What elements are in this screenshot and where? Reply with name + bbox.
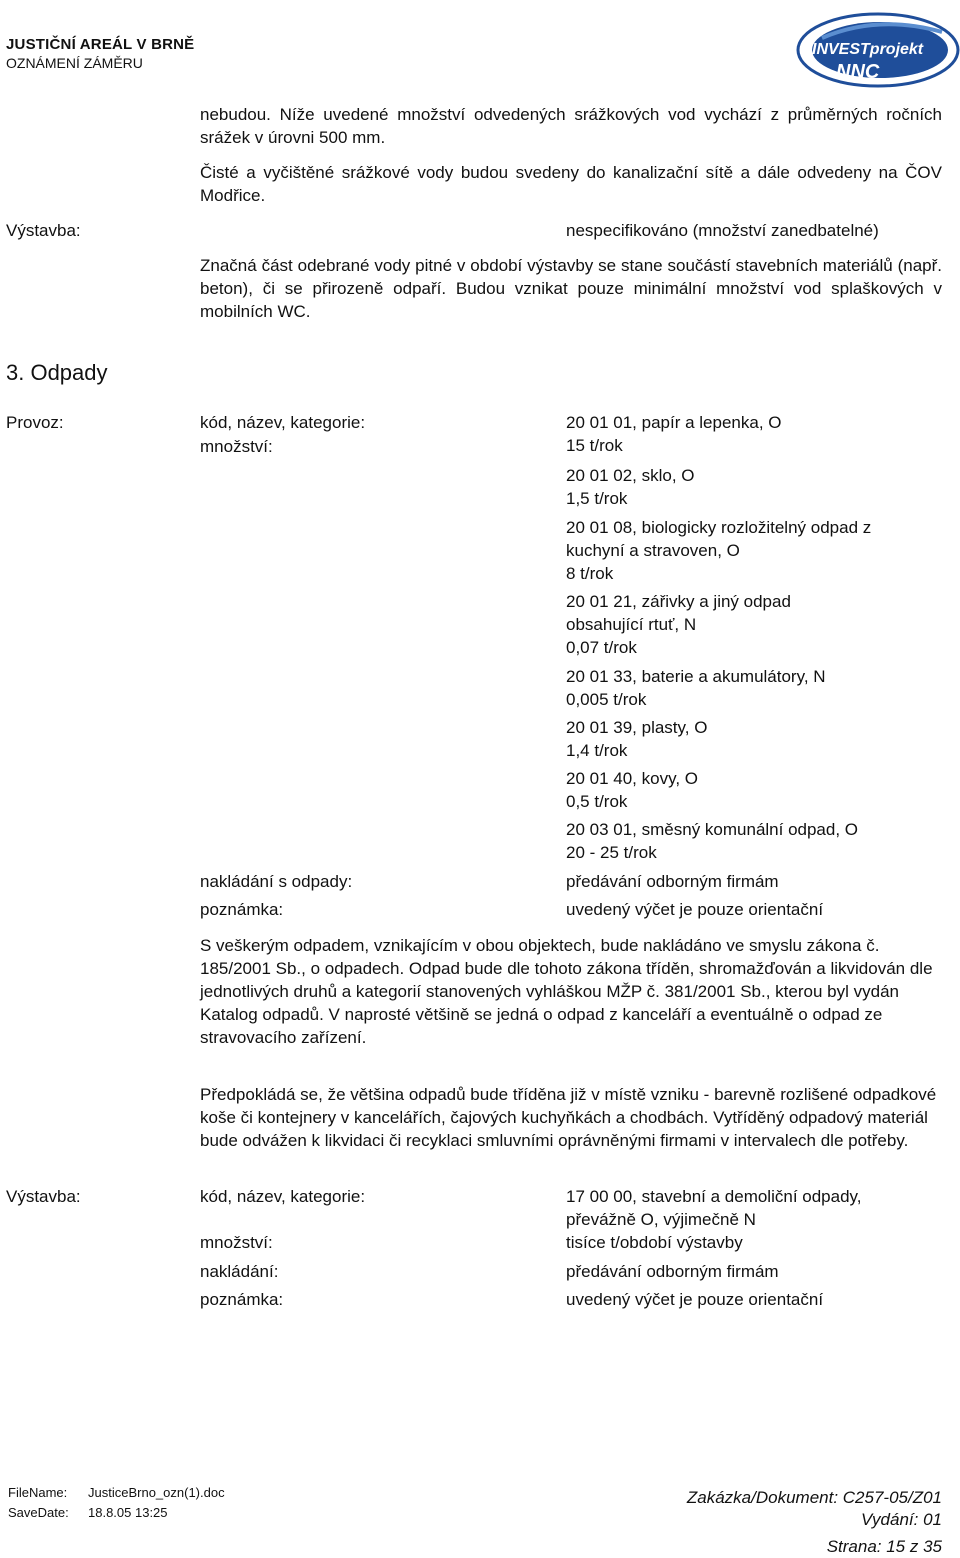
vystavba-label: Výstavba: bbox=[6, 221, 81, 240]
vystavba2-poznamka-value: uvedený výčet je pouze orientační bbox=[566, 1290, 824, 1309]
vystavba2-mnozstvi-label: množství: bbox=[200, 1233, 273, 1252]
waste-item bbox=[566, 767, 946, 813]
footer-zakazka: Zakázka/Dokument: C257-05/Z01 bbox=[686, 1488, 942, 1507]
waste-amount: 0,005 t/rok bbox=[566, 690, 647, 709]
vystavba-value: nespecifikováno (množství zanedbatelné) bbox=[566, 221, 879, 240]
waste-code: 20 01 02, sklo, O bbox=[566, 466, 695, 485]
footer-filename-value: JusticeBrno_ozn(1).doc bbox=[88, 1485, 225, 1500]
waste-amount: 0,5 t/rok bbox=[566, 792, 628, 811]
waste-code: 20 01 39, plasty, O bbox=[566, 718, 708, 737]
vystavba2-label: Výstavba: bbox=[6, 1187, 81, 1206]
waste-amount: 15 t/rok bbox=[566, 436, 623, 455]
waste-code: 20 01 01, papír a lepenka, O bbox=[566, 413, 782, 432]
logo-text-invest: INVESTprojekt bbox=[812, 41, 924, 58]
vystavba2-kod-label: kód, název, kategorie: bbox=[200, 1187, 366, 1206]
paragraph-ciste-vody: Čisté a vyčištěné srážkové vody budou svedeny do kanalizační sítě a dále odvedeny na ČOV Modřice. bbox=[200, 163, 942, 205]
waste-code: 20 01 40, kovy, O bbox=[566, 769, 698, 788]
vystavba2-mnozstvi-value: tisíce t/období výstavby bbox=[566, 1233, 743, 1252]
mnozstvi-label: množství: bbox=[200, 437, 273, 456]
waste-item bbox=[566, 818, 946, 864]
waste-amount: 20 - 25 t/rok bbox=[566, 843, 657, 862]
poznamka-value: uvedený výčet je pouze orientační bbox=[566, 900, 824, 919]
paragraph-nakladani-odpad: S veškerým odpadem, vznikajícím v obou objektech, bude nakládáno ve smyslu zákona č. 185/2001 Sb., o odpadech. Odpad bude dle tohoto zákona tříděn, shromažďován a likvidován dle jednotlivých druhů a kategorií stanovených vyhláškou MŽP č. 381/2001 Sb., kterou byl vydán Katalog odpadů. V naprosté většině se jedná o odpad z kanceláří a eventuálně o odpad ze stravovacího zařízení. bbox=[200, 936, 933, 1047]
paragraph-voda-vystavba: Značná část odebrané vody pitné v období výstavby se stane součástí stavebních materiálů (např. beton), či se přirozeně odpaří. Budou vznikat pouze minimální množství vod splaškových v mobilních WC. bbox=[200, 256, 942, 321]
waste-item bbox=[566, 665, 946, 711]
nakladani-label: nakládání s odpady: bbox=[200, 872, 353, 891]
footer-savedate-label: SaveDate: bbox=[8, 1505, 69, 1520]
nakladani-value: předávání odborným firmám bbox=[566, 872, 779, 891]
paragraph-trideni: Předpokládá se, že většina odpadů bude tříděna již v místě vzniku - barevně rozlišené odpadkové koše či kontejnery v kancelářích, čajových kuchyňkách a chodbách. Vytříděný odpadový materiál bude odvážen k likvidaci či recyklaci smluvními oprávněnými firmami v intervalech dle potřeby. bbox=[200, 1085, 937, 1150]
vystavba2-kod-value: 17 00 00, stavební a demoliční odpady, převážně O, výjimečně N bbox=[566, 1187, 862, 1229]
provoz-label: Provoz: bbox=[6, 413, 64, 432]
kod-label: kód, název, kategorie: bbox=[200, 413, 366, 432]
waste-code: 20 01 21, zářivky a jiný odpad obsahující rtuť, N bbox=[566, 592, 791, 634]
paragraph-srazkove-vody: nebudou. Níže uvedené množství odvedených srážkových vod vychází z průměrných ročních srážek v úrovni 500 mm. bbox=[200, 105, 942, 147]
waste-item bbox=[566, 516, 926, 585]
waste-amount: 0,07 t/rok bbox=[566, 638, 637, 657]
poznamka-label: poznámka: bbox=[200, 900, 284, 919]
document-subtitle: OZNÁMENÍ ZÁMĚRU bbox=[6, 55, 143, 71]
logo-text-nnc: NNC bbox=[836, 61, 880, 83]
waste-code: 20 01 08, biologicky rozložitelný odpad z kuchyní a stravoven, O bbox=[566, 518, 872, 560]
document-title: JUSTIČNÍ AREÁL V BRNĚ bbox=[6, 36, 195, 53]
waste-amount: 8 t/rok bbox=[566, 564, 614, 583]
vystavba2-poznamka-label: poznámka: bbox=[200, 1290, 284, 1309]
waste-amount: 1,4 t/rok bbox=[566, 741, 628, 760]
footer-filename-label: FileName: bbox=[8, 1485, 68, 1500]
waste-code: 20 03 01, směsný komunální odpad, O bbox=[566, 820, 859, 839]
waste-item bbox=[566, 464, 946, 510]
footer-vydani: Vydání: 01 bbox=[861, 1510, 942, 1529]
footer-strana: Strana: 15 z 35 bbox=[826, 1537, 942, 1556]
vystavba2-nakladani-label: nakládání: bbox=[200, 1262, 279, 1281]
section-heading: 3. Odpady bbox=[6, 360, 108, 385]
waste-item bbox=[566, 590, 846, 659]
footer-savedate-value: 18.8.05 13:25 bbox=[88, 1505, 168, 1520]
vystavba2-nakladani-value: předávání odborným firmám bbox=[566, 1262, 779, 1281]
waste-item bbox=[566, 411, 946, 457]
investprojekt-logo bbox=[792, 8, 960, 88]
waste-code: 20 01 33, baterie a akumulátory, N bbox=[566, 667, 826, 686]
waste-item bbox=[566, 716, 946, 762]
waste-amount: 1,5 t/rok bbox=[566, 489, 628, 508]
